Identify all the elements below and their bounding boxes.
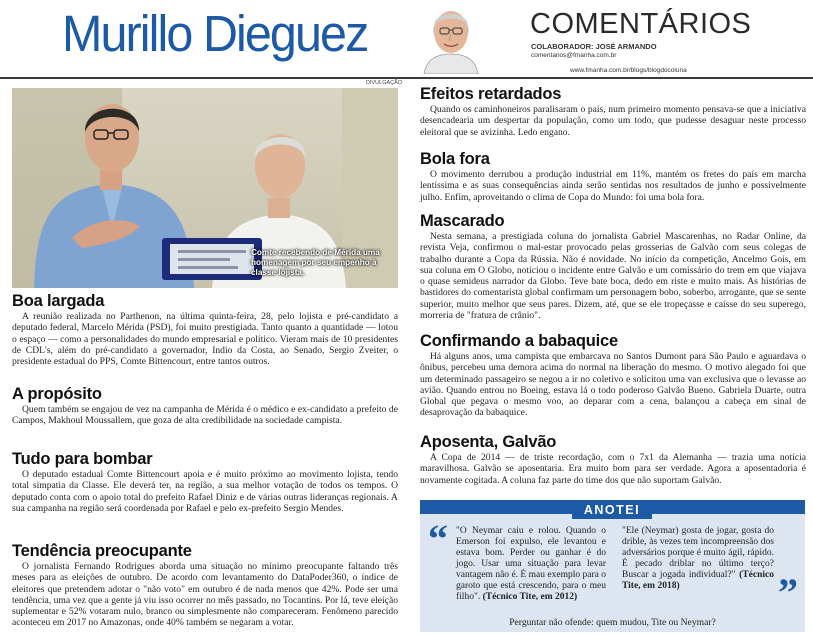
quote-2018 <box>622 526 774 592</box>
photo-credit: DIVULGAÇÃO <box>366 80 403 86</box>
columnist-portrait <box>414 0 488 74</box>
photo-caption: Comte recebendo de Mérida uma homenagem por seu empenho à classe lojista. <box>251 248 380 277</box>
quote-text: "O Neymar caiu e rolou. Quando o Emerson foi expulso, ele levantou e estava bom. Perder ou ganhar é do jogo. Usar uma situação para levar vantagem não é. É mau exemplo para o garoto que está crescendo, para o meu filho". <box>456 526 606 602</box>
close-quote-icon: ” <box>778 570 798 615</box>
article-body: O deputado estadual Comte Bittencourt apoia e é muito próximo ao movimento lojista, tendo total simpatia da Classe. Ele deverá ter, na região, a sua melhor votação de todos os tempos. O deputado conta com o apoio total do prefeito Rafael Diniz e de várias outras lideranças regionais. A sua campanha na região será coordenada por Rafael e pelo ex-prefeito Sergio Mendes. <box>12 469 398 514</box>
headline: Tendência preocupante <box>12 542 192 560</box>
article-efeitos-retardados <box>420 85 806 138</box>
article-boa-largada <box>12 292 398 367</box>
headline: A propósito <box>12 385 102 403</box>
headline: Boa largada <box>12 292 105 310</box>
quote-2012 <box>456 526 606 603</box>
article-aposenta-galvao <box>420 433 806 486</box>
quote-author: (Técnico Tite, em 2012) <box>482 592 578 602</box>
column-title: Murillo Dieguez <box>62 5 368 62</box>
headline: Bola fora <box>420 150 490 168</box>
contact-email[interactable]: comentarios@fmanha.com.br <box>531 52 617 59</box>
article-body: Nesta semana, a prestigiada coluna do jornalista Gabriel Mascarenhas, no Radar Online, da revista Veja, confirmou o mal-estar provocado pelas grosserias de Galvão com seus colegas de trabalho durante a Copa da Rússia. Não é novidade. No início da competição, Ancelmo Gois, em sua coluna em O Globo, noticiou o incidente entre Galvão e um comissário do trem em que viajava o quase semideus narrador da Globo. Teve bate boca, dedo em riste e muito mais. As histórias de bastidores do comentarista global confirmam um personagem bobo, soberbo, arrogante, que se sente superior, muito melhor que seus pares. Dizem, até, que se ele tropeçasse e caísse do seu superego, morreria de "fratura de crânio". <box>420 231 806 322</box>
section-title: COMENTÁRIOS <box>530 8 752 40</box>
article-body: O movimento derrubou a produção industrial em 11%, mantém os fretes do país em marcha lentíssima e as suas consequências ainda serão sentidas nos resultados de junho e possivelmente julho. Enfim, aproveitando o clima de Copa do Mundo: foi uma bola fora. <box>420 169 806 203</box>
article-body: Há alguns anos, uma campista que embarcava no Santos Dumont para São Paulo e aguardava o ônibus, percebeu uma demora acima do normal na liberação do mesmo. O motivo alegado foi que um determinado passageiro se negou a ir no coletivo e solicitou uma van exclusiva que o levasse ao avião. Quando entrou no Boeing, estava lá o todo poderoso Galvão Bueno. Gabriela Duarte, outra Global que pegava o mesmo voo, ao deparar com a cena, balançou a cabeça em sinal de desaprovação da babaquice. <box>420 351 806 419</box>
article-a-proposito <box>12 385 398 427</box>
article-body: O jornalista Fernando Rodrigues aborda uma situação no mínimo preocupante faltando três meses para as eleições de outubro. De acordo com levantamento do DataPoder360, o índice de eleitores que pretendem adotar o "não voto" em outubro é de nada menos que 42%. Pode ser uma tendência, uma vez que a gente já viu isso ocorrer no mês passado, no Tocantins. Por lá, teve eleição suplementar e 52% votaram nulo, branco ou simplesmente não compareceram. Fenômeno parecido aconteceu em 2017 no Amazonas, onde 40% também se negaram a votar. <box>12 561 398 629</box>
article-confirmando-a-babaquice <box>420 332 806 419</box>
blog-url[interactable]: www.fmanha.com.br/blogs/blogdocoluna <box>570 67 687 74</box>
article-body: Quando os caminhoneiros paralisaram o país, num primeiro momento pensava-se que a iniciativa desencadearia um despertar da população, como um todo, que pudesse desaguar neste processo eleitoral que se avizinha. Ledo engano. <box>420 104 806 138</box>
article-mascarado <box>420 212 806 321</box>
headline: Confirmando a babaquice <box>420 332 619 350</box>
masthead-rule <box>0 77 813 79</box>
collaborator-credit: COLABORADOR: JOSÉ ARMANDO <box>531 42 657 51</box>
masthead <box>0 0 813 78</box>
article-bola-fora <box>420 150 806 203</box>
headline: Mascarado <box>420 212 505 230</box>
quote-text: "Ele (Neymar) gosta de jogar, gosta do drible, às vezes tem incompreensão dos adversários porque é muito ágil, rápido. É pecado driblar no último terço? Buscar a jogada individual?" <box>622 526 774 580</box>
article-tendencia-preocupante <box>12 542 398 635</box>
article-tudo-para-bombar <box>12 450 398 514</box>
headline: Efeitos retardados <box>420 85 562 103</box>
quote-author: (Técnico Tite, em 2018) <box>622 570 774 591</box>
anotei-box <box>420 500 805 632</box>
article-body: A Copa de 2014 — de triste recordação, com o 7x1 da Alemanha — trazia uma notícia maravilhosa. Galvão se aposentaria. Era muito bom para ser verdade. Agora a aposentadoria é novamente cogitada. A coluna faz parte do time dos que não suportam Galvão. <box>420 452 806 486</box>
open-quote-icon: “ <box>428 516 448 561</box>
article-body: A reunião realizada no Parthenon, na última quinta-feira, 28, pelo lojista e pré-candidato a deputado federal, Marcelo Mérida (PSD), foi muito prestigiada. Tanto quanto a quantidade — lotou o espaço — como a personalidades do mundo empresarial e político. Vieram mais de 10 presidentes de CDL's, além do pré-candidato a governador, Indio da Costa, ao Senado, Sergio Zveiter, o presidente estadual do PPS, Comte Bittencourt, entre tantos outros. <box>12 311 398 368</box>
anotei-footer: Perguntar não ofende: quem mudou, Tite ou Neymar? <box>509 617 716 628</box>
headline: Aposenta, Galvão <box>420 433 557 451</box>
article-body: Quem também se engajou de vez na campanha de Mérida é o médico e ex-candidato a prefeito de Campos, Makhoul Moussallem, que goza de alta credibilidade na sociedade campista. <box>12 404 398 427</box>
headline: Tudo para bombar <box>12 450 153 468</box>
anotei-label: ANOTEI <box>572 501 652 519</box>
